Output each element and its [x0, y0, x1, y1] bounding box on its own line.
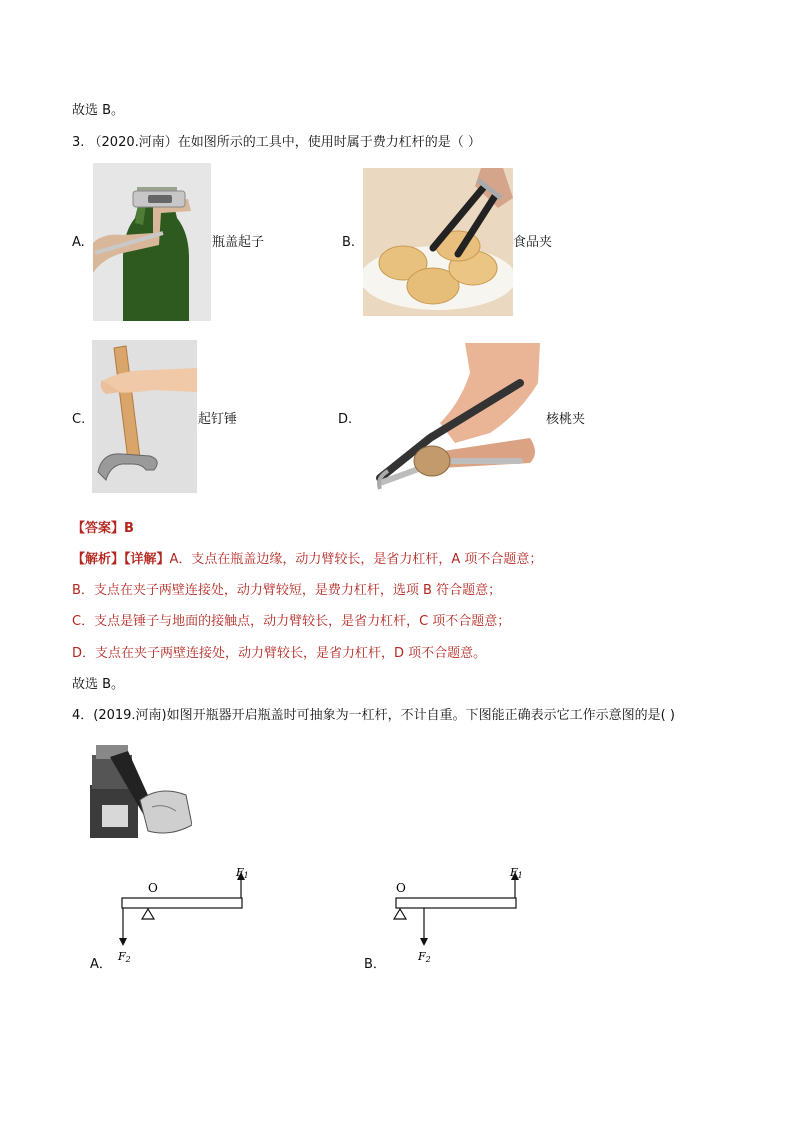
f1-subscript: 1: [243, 871, 249, 880]
bottle-opener-photo: [93, 163, 211, 321]
q4-option-a-letter: A．: [90, 957, 112, 972]
analysis-text-a: A．支点在瓶盖边缘，动力臂较长，是省力杠杆，A 项不合题意；: [169, 552, 543, 567]
conclusion: 故选 B。: [72, 677, 125, 692]
analysis-tag: 【解析】【详解】: [72, 552, 170, 567]
lever-diagram-b: [362, 862, 542, 972]
option-b-label: 食品夹: [513, 235, 553, 250]
bottle-opener-lever-photo: [90, 745, 192, 838]
f2-symbol: F: [418, 950, 426, 963]
f1-symbol: F: [236, 866, 244, 879]
option-a-letter: A.: [72, 235, 85, 250]
analysis-line-2: B．支点在夹子两壁连接处，动力臂较短，是费力杠杆，选项 B 符合题意；: [72, 583, 502, 598]
force-f2-arrowhead: [420, 938, 428, 946]
nutcracker-photo: [370, 343, 545, 495]
option-b-letter: B.: [342, 235, 356, 250]
q4-option-b-letter: B．: [364, 957, 386, 972]
f1-symbol: F: [510, 866, 518, 879]
f2-label: [417, 950, 431, 964]
food-tongs-photo: [363, 168, 513, 316]
f2-symbol: F: [118, 950, 126, 963]
option-a-label: 瓶盖起子: [212, 235, 265, 250]
lever-bar: [396, 898, 516, 908]
option-c-letter: C.: [72, 412, 86, 427]
claw-hammer-photo: [92, 340, 197, 493]
pivot-label: O: [396, 881, 406, 895]
question-3-stem: 3. （2020.河南）在如图所示的工具中，使用时属于费力杠杆的是（ ）: [72, 135, 481, 150]
answer-line: [72, 520, 134, 538]
lever-diagram-a: [88, 862, 268, 972]
pivot-triangle: [142, 909, 154, 919]
pivot-triangle: [394, 909, 406, 919]
option-d-label: 核桃夹: [546, 412, 586, 427]
answer-tag: 【答案】: [72, 521, 125, 536]
f1-subscript: 1: [517, 871, 523, 880]
f2-subscript: 2: [125, 955, 131, 964]
analysis-line-4: D．支点在夹子两壁连接处，动力臂较长，是省力杠杆，D 项不合题意。: [72, 646, 487, 661]
option-d-letter: D.: [338, 412, 353, 427]
option-c-label: 起钉锤: [198, 412, 238, 427]
f2-subscript: 2: [425, 955, 431, 964]
answer-value: B: [124, 521, 134, 536]
lever-bar: [122, 898, 242, 908]
f1-label: [509, 866, 523, 880]
pivot-label: O: [148, 881, 158, 895]
question-4-stem: 4．(2019.河南)如图开瓶器开启瓶盖时可抽象为一杠杆，不计自重。下图能正确表示它工作示意图的是( ): [72, 708, 675, 723]
analysis-line-1: [72, 551, 542, 569]
f1-label: [235, 866, 249, 880]
analysis-line-3: C．支点是锤子与地面的接触点，动力臂较长，是省力杠杆，C 项不合题意；: [72, 614, 511, 629]
f2-label: [117, 950, 131, 964]
previous-conclusion: 故选 B。: [72, 103, 125, 118]
force-f2-arrowhead: [119, 938, 127, 946]
